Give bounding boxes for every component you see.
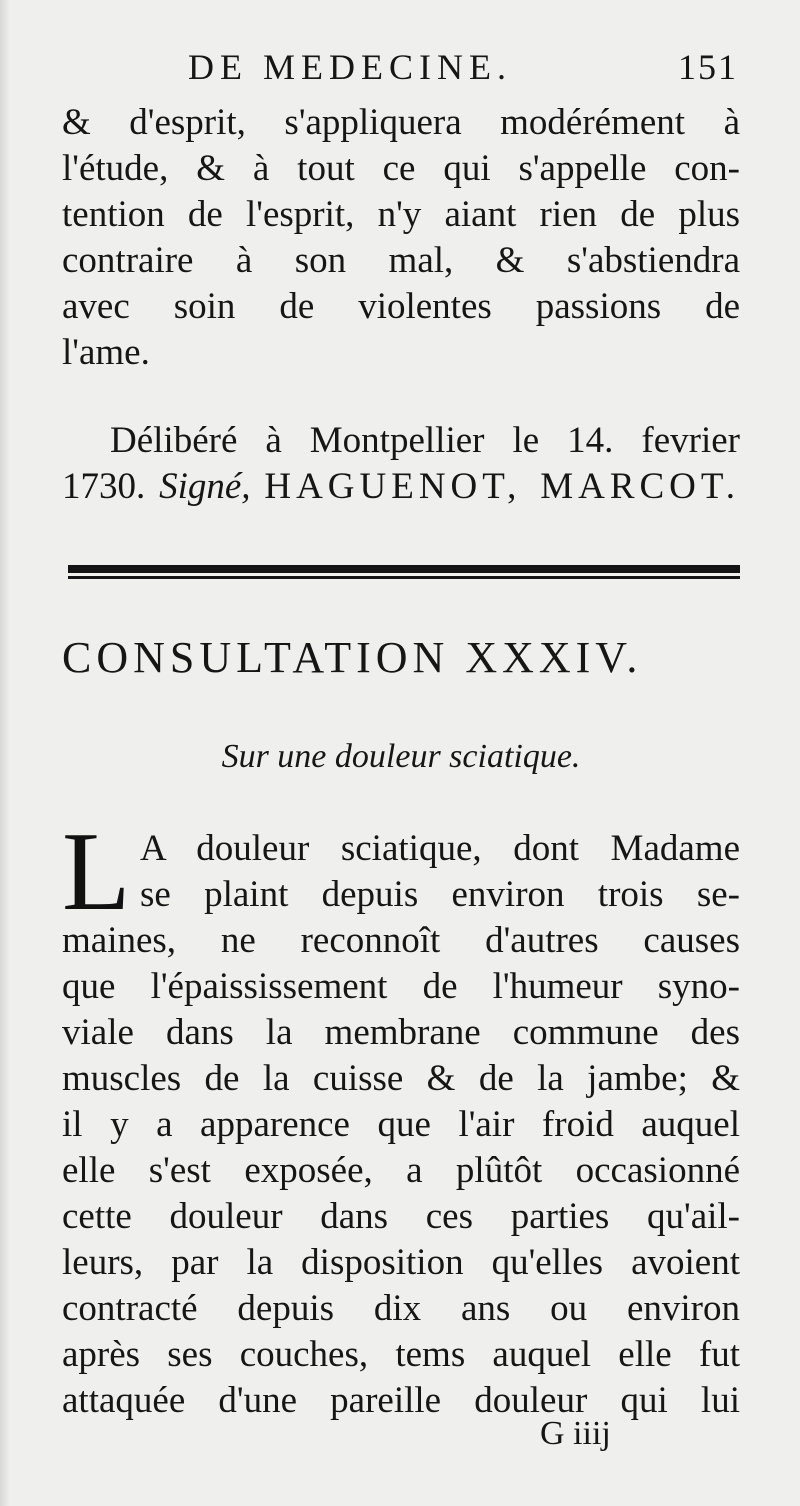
text-line: contraire à son mal, & s'abstiendra: [62, 240, 740, 281]
running-title: DE MEDECINE.: [188, 47, 512, 87]
running-header: [188, 46, 738, 94]
deliberation-signature-line: [62, 464, 740, 510]
text-line: elle s'est exposée, a plûtôt occasionné: [62, 1150, 740, 1191]
section-divider-thin: [68, 576, 740, 579]
text-line: après ses couches, tems auquel elle fut: [62, 1334, 740, 1375]
text-line: il y a apparence que l'air froid auquel: [62, 1104, 740, 1145]
text-line: cette douleur dans ces parties qu'ail-: [62, 1196, 740, 1237]
deliberation-year: 1730.: [62, 466, 146, 507]
section-divider-thick: [68, 565, 740, 573]
drop-cap: L: [62, 810, 131, 934]
consultation-title: CONSULTATION XXXIV.: [62, 633, 643, 682]
text-line: que l'épaississement de l'humeur syno-: [62, 966, 740, 1007]
signatory-names: HAGUENOT, MARCOT.: [264, 466, 741, 507]
text-line: se plaint depuis environ trois se-: [140, 874, 740, 915]
page-edge-shadow: [0, 0, 10, 1506]
text-line: tention de l'esprit, n'y aiant rien de plus: [62, 194, 740, 235]
text-line: muscles de la cuisse & de la jambe; &: [62, 1058, 740, 1099]
text-line: avec soin de violentes passions de: [62, 286, 740, 327]
consultation-subtitle: Sur une douleur sciatique.: [221, 738, 581, 775]
text-line: maines, ne reconnoît d'autres causes: [62, 920, 740, 961]
text-line: l'ame.: [62, 332, 150, 373]
text-line: leurs, par la disposition qu'elles avoient: [62, 1242, 740, 1283]
text-line: l'étude, & à tout ce qui s'appelle con-: [62, 148, 740, 189]
gathering-signature-mark: G iiij: [540, 1415, 611, 1452]
text-line: A douleur sciatique, dont Madame: [140, 828, 740, 869]
text-line: viale dans la membrane commune des: [62, 1012, 740, 1053]
signed-label: Signé,: [159, 466, 251, 507]
text-line: contracté depuis dix ans ou environ: [62, 1288, 740, 1329]
text-line: & d'esprit, s'appliquera modérément à: [62, 102, 740, 143]
page-number: 151: [678, 47, 738, 87]
deliberation-date-line: Délibéré à Montpellier le 14. fevrier: [110, 420, 740, 461]
text-line: attaquée d'une pareille douleur qui lui: [62, 1380, 740, 1421]
